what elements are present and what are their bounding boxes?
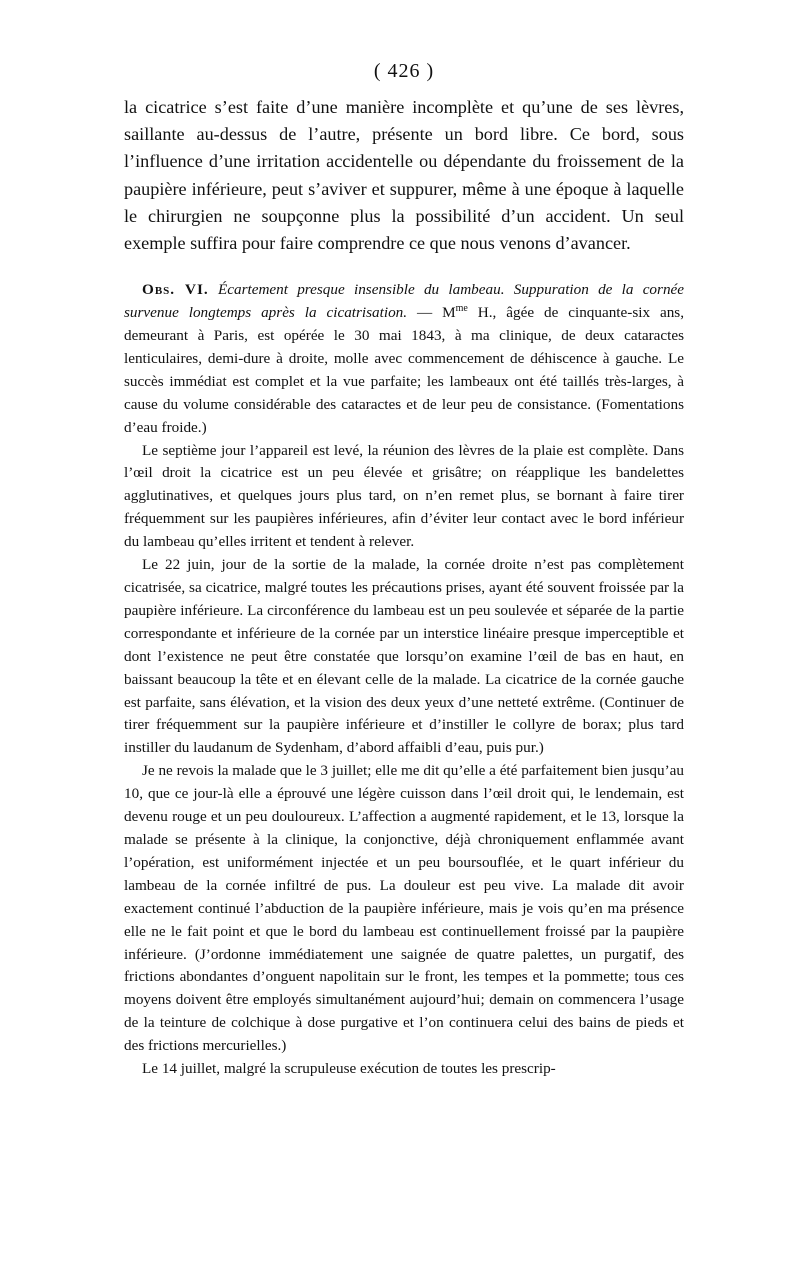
observation-dash: —	[407, 304, 443, 322]
observation-paragraph: Le septième jour l’appareil est levé, la réunion des lèvres de la plaie est complète. Dans l’œil droit la cicatrice est un peu élevée et grisâtre; on réapplique les bandelettes agglutinatives, et quelques jours plus tard, on n’en remet plus, se bornant à faire tirer fréquemment sur les paupières inférieures, afin d’éviter leur contact avec le bord inférieur du lambeau qu’elles irritent et tendent à relever.	[124, 441, 684, 551]
lead-paragraph: la cicatrice s’est faite d’une manière incomplète et qu’une de ses lèvres, saillante au-dessus de l’autre, présente un bord libre. Ce bord, sous l’influence d’une irritation accidentelle ou dépendante du froissement de la paupière inférieure, peut s’aviver et suppurer, même à une époque à laquelle le chirurgien ne soupçonne plus la possibilité d’un accident. Un seul exemple suffira pour faire comprendre ce que nous venons d’avancer.	[124, 97, 684, 254]
observation-paragraph: Le 22 juin, jour de la sortie de la malade, la cornée droite n’est pas complètement cicatrisée, sa cicatrice, malgré toutes les précautions prises, ayant été souvent froissée par la paupière inférieure. La circonférence du lambeau est un peu soulevée et séparée de la partie correspondante et inférieure de la cornée par un interstice linéaire presque imperceptible et dont l’existence ne peut être constatée que lorsqu’on examine l’œil de bas en haut, en baissant beaucoup la tête et en élevant celle de la malade. La cicatrice de la cornée gauche est parfaite, sans élévation, et la vision des deux yeux d’une netteté extrême. (Continuer de tirer fréquemment sur la paupière inférieure et d’instiller le collyre de borax; plus tard instiller du laudanum de Sydenham, d’abord affaibli d’eau, puis pur.)	[124, 556, 684, 757]
page-number: ( 426 )	[373, 60, 435, 82]
patient-prefix: M	[442, 304, 456, 322]
patient-title-superscript: me	[455, 303, 468, 315]
observation-section	[124, 279, 684, 1081]
observation-intro-text: H., âgée de cinquante-six ans, demeurant à Paris, est opérée le 30 mai 1843, à ma clinique, de deux cataractes lenticulaires, demi-dure à droite, molle avec commencement de déhiscence à gauche. Le succès immédiat est complet et la vue parfaite; les lambeaux ont été taillés très-larges, à cause du volume considérable des cataractes et de leur peu de consistance. (Fomentations d’eau froide.)	[124, 304, 685, 436]
observation-title: Écartement presque insensible du lambeau. Suppuration de la cornée survenue longtemps après la cicatrisation.	[124, 281, 685, 322]
observation-paragraph: Le 14 juillet, malgré la scrupuleuse exécution de toutes les prescrip-	[142, 1060, 556, 1078]
observation-paragraph: Je ne revois la malade que le 3 juillet; elle me dit qu’elle a été parfaitement bien jusqu’au 10, que ce jour-là elle a éprouvé une légère cuisson dans l’œil droit qui, le lendemain, est devenu rouge et un peu douloureux. L’affection a augmenté rapidement, et le 13, lorsque la malade se présente à la clinique, la conjonctive, déjà chroniquement enflammée avant l’opération, est uniformément injectée et un peu boursouflée, et le quart inférieur du lambeau de la cornée infiltré de pus. La douleur est peu vive. La malade dit avoir exactement continué l’abduction de la paupière inférieure, mais je vois qu’en ma présence elle ne le fait point et que le bord du lambeau est continuellement froissé par la paupière inférieure. (J’ordonne immédiatement une saignée de quatre palettes, un purgatif, des frictions abondantes d’onguent napolitain sur le front, les tempes et la pommette; tous ces moyens doivent être employés simultanément aujourd’hui; demain on commencera l’usage de la teinture de colchique à dose purgative et l’on continuera celui des bains de pieds et des frictions mercurielles.)	[124, 762, 684, 1055]
observation-label: Obs. VI.	[142, 281, 209, 299]
book-page	[124, 58, 684, 1081]
observation-intro	[124, 279, 684, 439]
